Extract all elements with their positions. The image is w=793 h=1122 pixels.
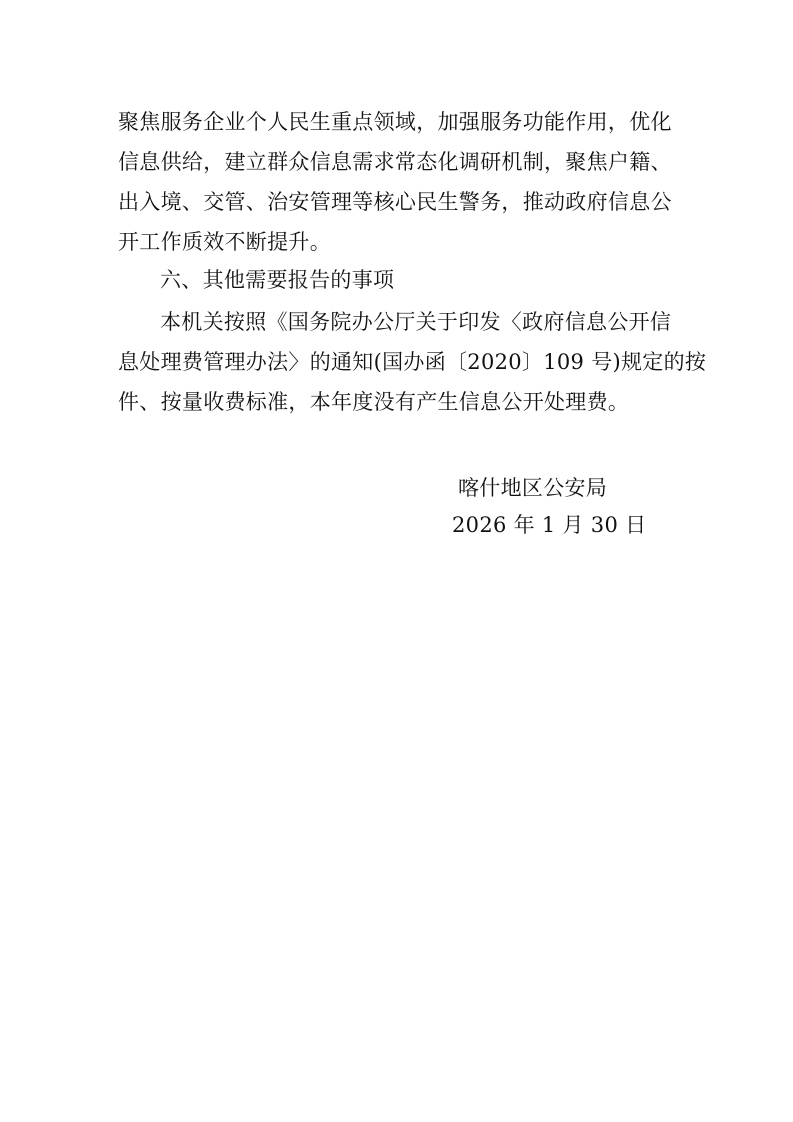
section-heading: 六、其他需要报告的事项 — [160, 268, 395, 292]
paragraph-1-line-3: 出入境、交管、治安管理等核心民生警务，推动政府信息公 — [118, 190, 672, 214]
paragraph-1-line-2: 信息供给，建立群众信息需求常态化调研机制，聚焦户籍、 — [118, 150, 672, 174]
signature-date: 2026 年 1 月 30 日 — [452, 513, 647, 537]
paragraph-2-line-3: 件、按量收费标准，本年度没有产生信息公开处理费。 — [118, 390, 630, 414]
paragraph-1-line-4: 开工作质效不断提升。 — [118, 230, 331, 254]
paragraph-2-line-2: 息处理费管理办法〉的通知(国办函〔2020〕109 号)规定的按 — [118, 350, 707, 374]
signature-organization: 喀什地区公安局 — [458, 476, 608, 500]
paragraph-2-line-1: 本机关按照《国务院办公厅关于印发〈政府信息公开信 — [160, 310, 672, 334]
paragraph-1-line-1: 聚焦服务企业个人民生重点领域，加强服务功能作用，优化 — [118, 110, 672, 134]
